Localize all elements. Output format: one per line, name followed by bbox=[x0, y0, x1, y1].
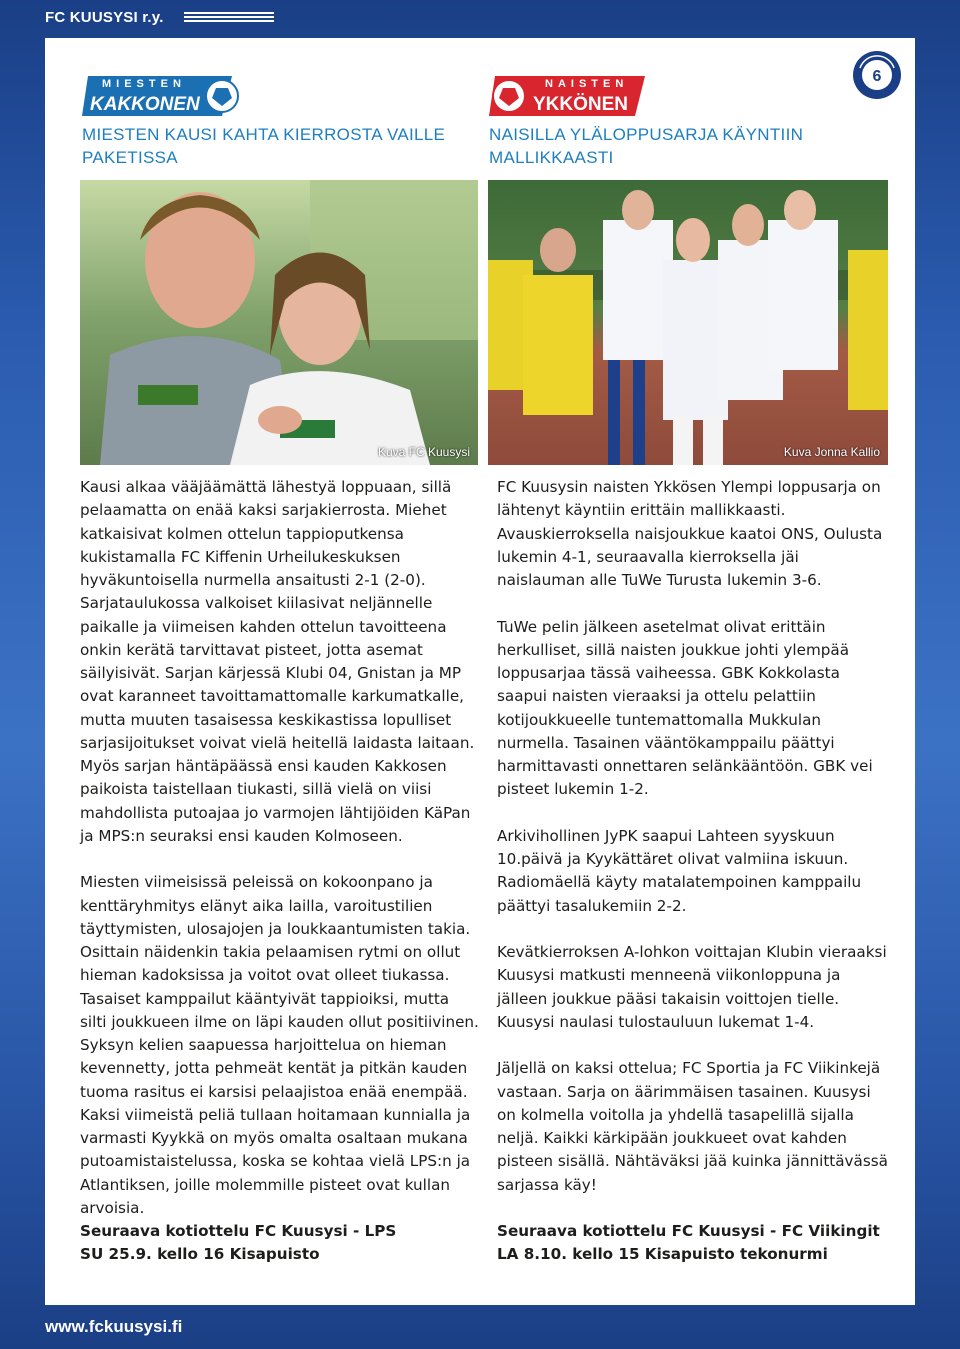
women-paragraph-2: TuWe pelin jälkeen asetelmat olivat erittäin herkulliset, sillä naisten joukkue johti ylempää loppusarjaa tässä vaiheessa. GBK Kokkolasta saapui naisten vieraaksi ja ottelu pelattiin kotijoukkueelle tuntemattomalla Mukkulan nurmella. Tasainen vääntökamppailu päättyi harmittavasti onnettaren selänkääntöön. GBK vei pisteet lukemin 1-2. bbox=[497, 617, 873, 799]
men-team-photo bbox=[80, 180, 478, 465]
website-link[interactable]: www.fckuusysi.fi bbox=[45, 1317, 183, 1336]
svg-text:NAISTEN: NAISTEN bbox=[545, 78, 629, 90]
svg-text:MIESTEN: MIESTEN bbox=[102, 78, 186, 90]
svg-text:6: 6 bbox=[872, 68, 882, 85]
top-bar bbox=[0, 0, 960, 38]
women-headline: NAISILLA YLÄLOPPUSARJA KÄYNTIIN MALLIKKAASTI bbox=[489, 125, 804, 167]
women-paragraph-4: Kevätkierroksen A-lohkon voittajan Klubin vieraaksi Kuusysi matkusti menneenä viikonloppuna ja jälleen joukkue pääsi takaisin voittojen tielle. Kuusysi naulasi tulostauluun lukemat 1-4. bbox=[497, 943, 887, 1031]
women-paragraph-3: Arkivihollinen JyPK saapui Lahteen syyskuun 10.päivä ja Kyykättäret olivat valmiina iskuun. Radiomäellä käyty matalatempoinen kamppailu päättyi tasalukemiin 2-2. bbox=[497, 826, 862, 915]
club-title: FC KUUSYSI r.y. bbox=[45, 9, 164, 26]
men-headline: MIESTEN KAUSI KAHTA KIERROSTA VAILLE PAKETISSA bbox=[82, 125, 446, 167]
club-badge-icon bbox=[852, 50, 902, 100]
men-next-match: Seuraava kotiottelu FC Kuusysi - LPS bbox=[80, 1222, 397, 1240]
men-next-match-time: SU 25.9. kello 16 Kisapuisto bbox=[80, 1245, 320, 1264]
women-photo-credit: Kuva Jonna Kallio bbox=[783, 445, 880, 459]
miesten-kakkonen-logo bbox=[82, 74, 242, 118]
title-decoration bbox=[184, 12, 274, 24]
men-article bbox=[80, 476, 480, 1267]
women-team-photo bbox=[488, 180, 888, 465]
men-paragraph-1: Kausi alkaa vääjäämättä lähestyä loppuaan, sillä pelaamatta on enää kaksi sarjakierrosta. Miehet katkaisivat kolmen ottelun tappioputkensa kukistamalla FC Kiffenin Urheilukeskuksen hyväkuntoisella nurmella ansaitusti 2-1 (2-0). Sarjataulukossa valkoiset kiilasivat neljännelle paikalle ja viimeisen kahden ottelun tavoitteena onkin kerätä tarvittavat pisteet, jotta asemat säilyisivät. Sarjan kärjessä Klubi 04, Gnistan ja MP ovat karanneet tavoittamattomalle karkumatkalle, mutta muuten tasaisessa keskikastissa lopulliset sarjasijoitukset voivat vielä heitellä laidasta laitaan. Myös sarjan häntäpäässä ensi kauden Kakkosen paikoista taistellaan tiukasti, sillä vielä on viisi mahdollista putoajaa jo varmojen lähtijöiden KäPan ja MPS:n seuraksi ensi kauden Kolmoseen. bbox=[80, 478, 475, 845]
women-next-match-time: LA 8.10. kello 15 Kisapuisto tekonurmi bbox=[497, 1245, 828, 1264]
women-article bbox=[497, 476, 889, 1267]
men-photo-credit: Kuva FC Kuusysi bbox=[377, 445, 470, 459]
women-next-match: Seuraava kotiottelu FC Kuusysi - FC Viikingit bbox=[497, 1222, 880, 1240]
naisten-ykkonen-logo bbox=[489, 74, 649, 118]
men-paragraph-2: Miesten viimeisissä peleissä on kokoonpano ja kenttäryhmitys elänyt aika lailla, varoitustilien täyttymisten, ulosajojen ja loukkaantumisten takia. Osittain näidenkin takia pelaamisen rytmi on ollut hieman kadoksissa ja voitot ovat olleet tiukassa. Tasaiset kamppailut kääntyivät tappioiksi, mutta silti joukkueen ilme on läpi kauden ollut positiivinen. Syksyn kelien saapuessa harjoittelua on hieman kevennetty, jotta pehmeät kentät ja pitkän kauden tuoma rasitus ei karsisi pelaajistoa enää enempää. Kaksi viimeistä peliä tullaan hoitamaan kunnialla ja varmasti Kyykkä on myös omalta osaltaan mukana putoamistaistelussa, koska se kohtaa vielä LPS:n ja Atlantiksen, joille molemmille pisteet ovat kullan arvoisia. bbox=[80, 873, 479, 1217]
svg-text:KAKKONEN: KAKKONEN bbox=[90, 94, 200, 115]
women-paragraph-5: Jäljellä on kaksi ottelua; FC Sportia ja FC Viikinkejä vastaan. Sarja on äärimmäisen tasainen. Kuusysi on kolmella voitolla ja yhdellä tasapelillä sijalla neljä. Kaikki kärkipään joukkueet ovat kahden pisteen sisällä. Nähtäväksi jää kuinka jännittävässä sarjassa käy! bbox=[497, 1059, 888, 1194]
women-paragraph-1: FC Kuusysin naisten Ykkösen Ylempi loppusarja on lähtenyt käyntiin erittäin mallikkaasti. Avauskierroksella naisjoukkue kaatoi ONS, Oulusta lukemin 4-1, seuraavalla kierroksella jäi naislauman alle TuWe Turusta lukemin 3-6. bbox=[497, 478, 883, 589]
svg-text:YKKÖNEN: YKKÖNEN bbox=[533, 94, 629, 115]
